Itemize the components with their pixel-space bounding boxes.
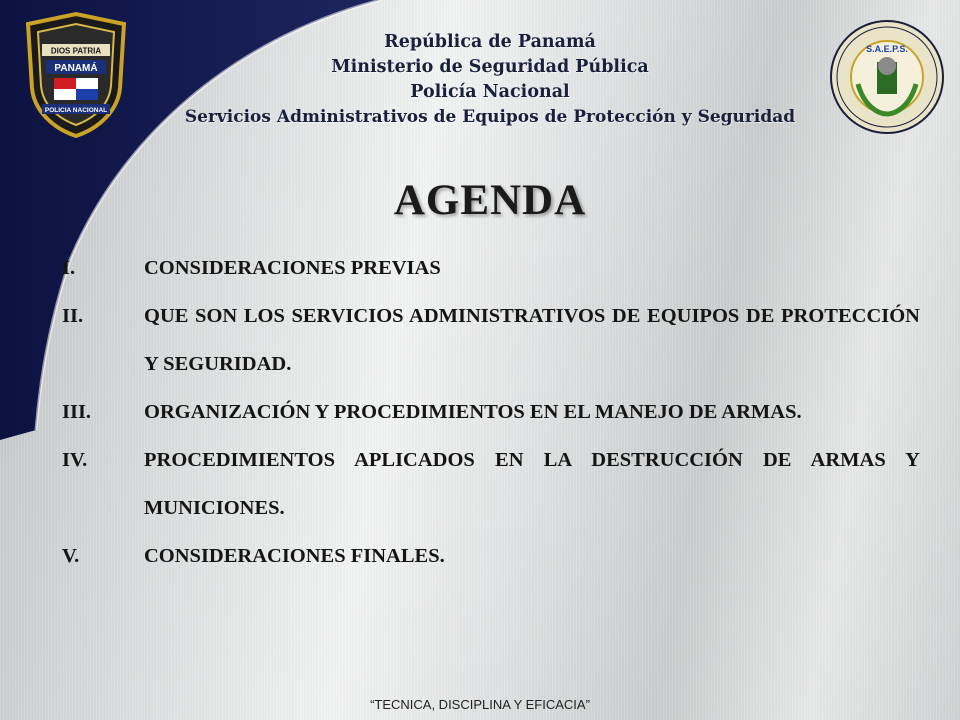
footer-motto: “TECNICA, DISCIPLINA Y EFICACIA” — [370, 697, 590, 712]
agenda-item-text: CONSIDERACIONES FINALES. — [144, 545, 445, 567]
agenda-item-number: V. — [62, 545, 80, 567]
agenda-title: AGENDA — [393, 177, 587, 224]
agenda-item-text: ORGANIZACIÓN Y PROCEDIMIENTOS EN EL MANEJO DE ARMAS. — [144, 401, 802, 423]
shield-motto-text: DIOS PATRIA — [50, 46, 102, 56]
policia-nacional-shield-logo — [20, 10, 132, 140]
saeps-seal-logo — [828, 18, 946, 136]
shield-police-text: POLICIA NACIONAL — [44, 107, 108, 114]
agenda-item-number: I. — [62, 257, 76, 279]
agenda-item-number: III. — [62, 401, 92, 423]
header-department: Servicios Administrativos de Equipos de Protección y Seguridad — [184, 107, 796, 127]
agenda-list — [62, 244, 920, 580]
agenda-item — [62, 292, 920, 388]
agenda-item-text: PROCEDIMIENTOS APLICADOS EN LA DESTRUCCIÓN DE ARMAS Y MUNICIONES. — [144, 449, 920, 519]
header-country: República de Panamá — [384, 32, 596, 52]
header-ministry: Ministerio de Seguridad Pública — [331, 57, 649, 77]
agenda-item-text: QUE SON LOS SERVICIOS ADMINISTRATIVOS DE EQUIPOS DE PROTECCIÓN Y SEGURIDAD. — [144, 305, 920, 375]
agenda-item — [62, 244, 920, 292]
header — [150, 30, 830, 130]
agenda-item-number: II. — [62, 305, 84, 327]
agenda-item-number: IV. — [62, 449, 88, 471]
header-police: Policía Nacional — [410, 82, 570, 102]
agenda-item — [62, 388, 920, 436]
agenda-item-text: CONSIDERACIONES PREVIAS — [144, 257, 441, 279]
shield-country-text: PANAMÁ — [54, 63, 98, 74]
seal-acronym-text: S.A.E.P.S. — [866, 44, 908, 54]
agenda-item — [62, 436, 920, 532]
agenda-item — [62, 532, 920, 580]
